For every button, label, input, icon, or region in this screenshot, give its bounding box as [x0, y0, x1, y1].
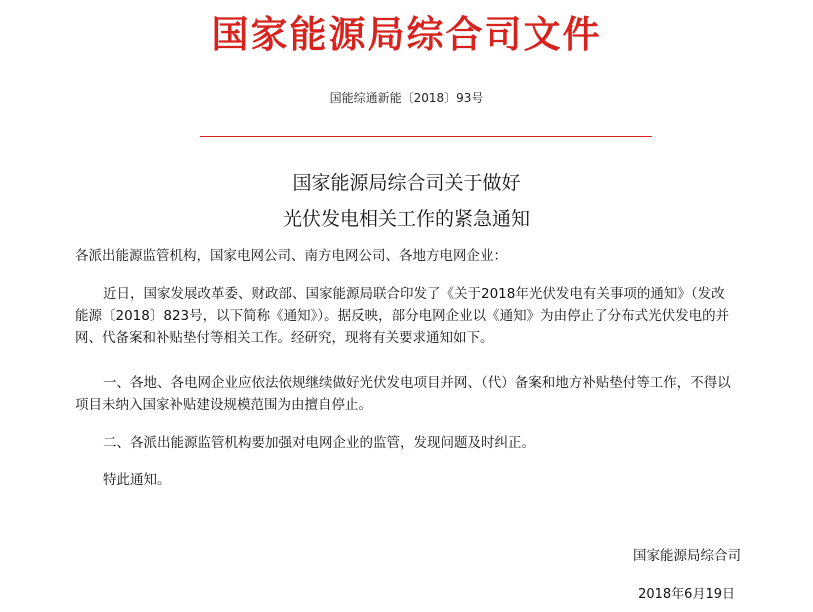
paragraph-item-1: 一、各地、各电网企业应依法依规继续做好光伏发电项目并网、（代）备案和地方补贴垫付等工作，不得以项目未纳入国家补贴建设规模范围为由擅自停止。	[75, 375, 731, 413]
paragraph-closing: 特此通知。	[103, 472, 171, 488]
document-number: 国能综通新能〔2018〕93号	[329, 91, 484, 105]
notice-title-line-1: 国家能源局综合司关于做好	[292, 172, 521, 194]
issuer-signature: 国家能源局综合司	[633, 548, 741, 564]
red-divider-line	[200, 136, 652, 137]
salutation: 各派出能源监管机构，国家电网公司、南方电网公司、各地方电网企业：	[75, 248, 507, 264]
paragraph-item-2: 二、各派出能源监管机构要加强对电网企业的监管，发现问题及时纠正。	[103, 435, 535, 451]
paragraph-intro: 近日，国家发展改革委、财政部、国家能源局联合印发了《关于2018年光伏发电有关事项的通知》（发改能源〔2018〕823号，以下简称《通知》）。据反映，部分电网企业以《通知》为由停止了分布式光伏发电的并网、代备案和补贴垫付等相关工作。经研究，现将有关要求通知如下。	[75, 286, 730, 346]
letterhead-title: 国家能源局综合司文件	[211, 12, 602, 56]
issue-date: 2018年6月19日	[638, 587, 735, 602]
notice-title-line-2: 光伏发电相关工作的紧急通知	[282, 208, 530, 230]
